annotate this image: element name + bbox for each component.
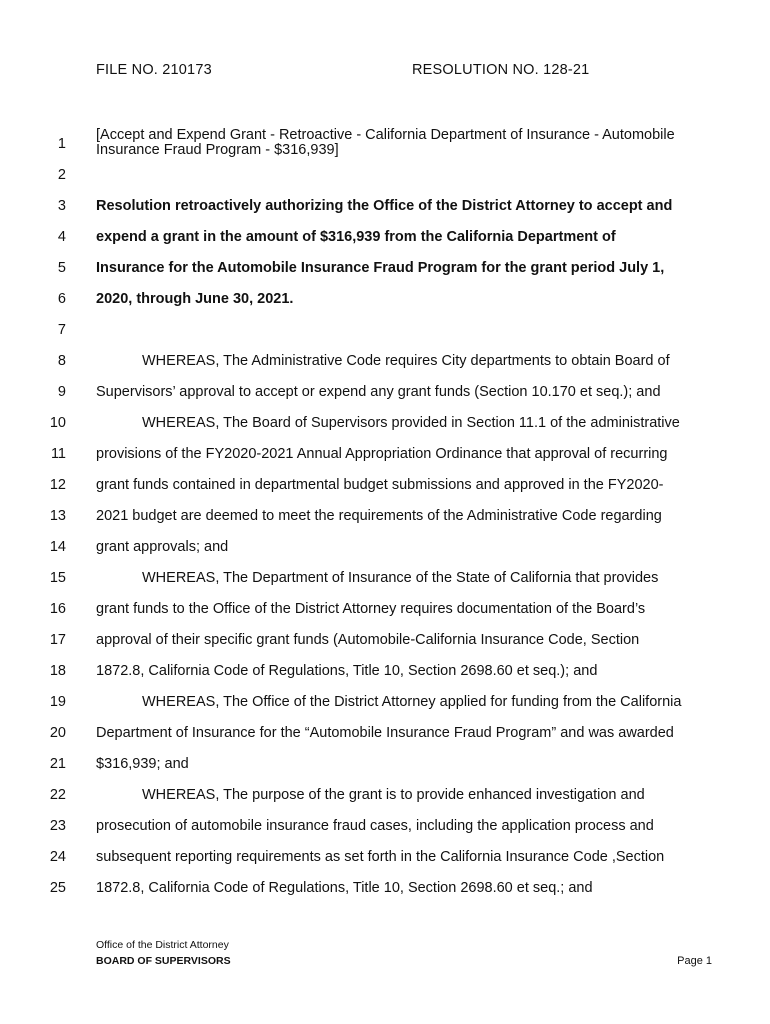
document-line <box>0 629 770 651</box>
document-line <box>0 195 770 217</box>
resolution-title: [Accept and Expend Grant - Retroactive - California Department of Insurance - Automobile Insurance Fraud Program - $316,939] <box>96 127 675 158</box>
line-number: 13 <box>49 508 66 524</box>
document-line <box>0 536 770 558</box>
line-text: $316,939; and <box>96 756 189 772</box>
line-number: 18 <box>49 663 66 679</box>
document-line <box>0 753 770 775</box>
page-number: Page 1 <box>677 955 712 967</box>
line-number: 25 <box>49 880 66 896</box>
document-line <box>0 412 770 434</box>
line-number: 10 <box>49 415 66 431</box>
line-number: 16 <box>49 601 66 617</box>
line-text: Resolution retroactively authorizing the Office of the District Attorney to accept and <box>96 198 673 214</box>
line-number: 23 <box>49 818 66 834</box>
line-number: 12 <box>49 477 66 493</box>
document-line <box>0 722 770 744</box>
document-line <box>0 381 770 403</box>
line-number: 17 <box>49 632 66 648</box>
line-number: 14 <box>49 539 66 555</box>
line-text: grant funds contained in departmental budget submissions and approved in the FY2020- <box>96 477 664 493</box>
document-line <box>0 784 770 806</box>
document-line <box>0 226 770 248</box>
line-text: Department of Insurance for the “Automobile Insurance Fraud Program” and was awarded <box>96 725 674 741</box>
line-text: WHEREAS, The Department of Insurance of the State of California that provides <box>142 570 659 586</box>
document-line <box>0 164 770 186</box>
line-text: Insurance for the Automobile Insurance Fraud Program for the grant period July 1, <box>96 260 665 276</box>
line-number: 5 <box>57 260 66 276</box>
line-text: WHEREAS, The purpose of the grant is to provide enhanced investigation and <box>142 787 645 803</box>
line-text: expend a grant in the amount of $316,939 from the California Department of <box>96 229 616 245</box>
line-number: 2 <box>57 167 66 183</box>
line-text: 1872.8, California Code of Regulations, Title 10, Section 2698.60 et seq.); and <box>96 663 598 679</box>
document-line <box>0 288 770 310</box>
line-number: 11 <box>50 446 66 462</box>
line-number: 15 <box>49 570 66 586</box>
line-text: 2020, through June 30, 2021. <box>96 291 294 307</box>
line-number: 3 <box>57 198 66 214</box>
line-text: provisions of the FY2020-2021 Annual Appropriation Ordinance that approval of recurring <box>96 446 668 462</box>
document-line <box>0 257 770 279</box>
file-number: FILE NO. 210173 <box>96 62 212 78</box>
line-number: 6 <box>57 291 66 307</box>
document-line <box>0 877 770 899</box>
line-text: WHEREAS, The Board of Supervisors provided in Section 11.1 of the administrative <box>142 415 680 431</box>
document-line <box>0 505 770 527</box>
document-line <box>0 598 770 620</box>
footer-board: BOARD OF SUPERVISORS <box>96 955 231 967</box>
line-text: WHEREAS, The Office of the District Attorney applied for funding from the California <box>142 694 682 710</box>
line-text: prosecution of automobile insurance fraud cases, including the application process and <box>96 818 654 834</box>
line-text: WHEREAS, The Administrative Code requires City departments to obtain Board of <box>142 353 670 369</box>
line-number: 8 <box>57 353 66 369</box>
document-line <box>0 660 770 682</box>
line-text: grant approvals; and <box>96 539 229 555</box>
line-number: 4 <box>57 229 66 245</box>
line-text: Supervisors’ approval to accept or expend any grant funds (Section 10.170 et seq.); and <box>96 384 661 400</box>
document-line <box>0 815 770 837</box>
document-line <box>0 133 770 155</box>
document-line <box>0 474 770 496</box>
line-number: 19 <box>49 694 66 710</box>
line-number: 21 <box>49 756 66 772</box>
line-text: approval of their specific grant funds (Automobile-California Insurance Code, Section <box>96 632 640 648</box>
document-line <box>0 846 770 868</box>
resolution-number: RESOLUTION NO. 128-21 <box>412 62 590 78</box>
line-number: 7 <box>57 322 66 338</box>
footer-department: Office of the District Attorney <box>96 939 229 951</box>
document-line <box>0 567 770 589</box>
line-text: 2021 budget are deemed to meet the requirements of the Administrative Code regarding <box>96 508 662 524</box>
line-number: 9 <box>57 384 66 400</box>
line-number: 22 <box>49 787 66 803</box>
line-text: 1872.8, California Code of Regulations, Title 10, Section 2698.60 et seq.; and <box>96 880 593 896</box>
document-line <box>0 319 770 341</box>
document-line <box>0 443 770 465</box>
line-number: 1 <box>57 136 66 152</box>
line-text: grant funds to the Office of the District Attorney requires documentation of the Board’s <box>96 601 646 617</box>
line-text: subsequent reporting requirements as set forth in the California Insurance Code ,Section <box>96 849 665 865</box>
line-number: 24 <box>49 849 66 865</box>
line-number: 20 <box>49 725 66 741</box>
document-line <box>0 350 770 372</box>
document-line <box>0 691 770 713</box>
